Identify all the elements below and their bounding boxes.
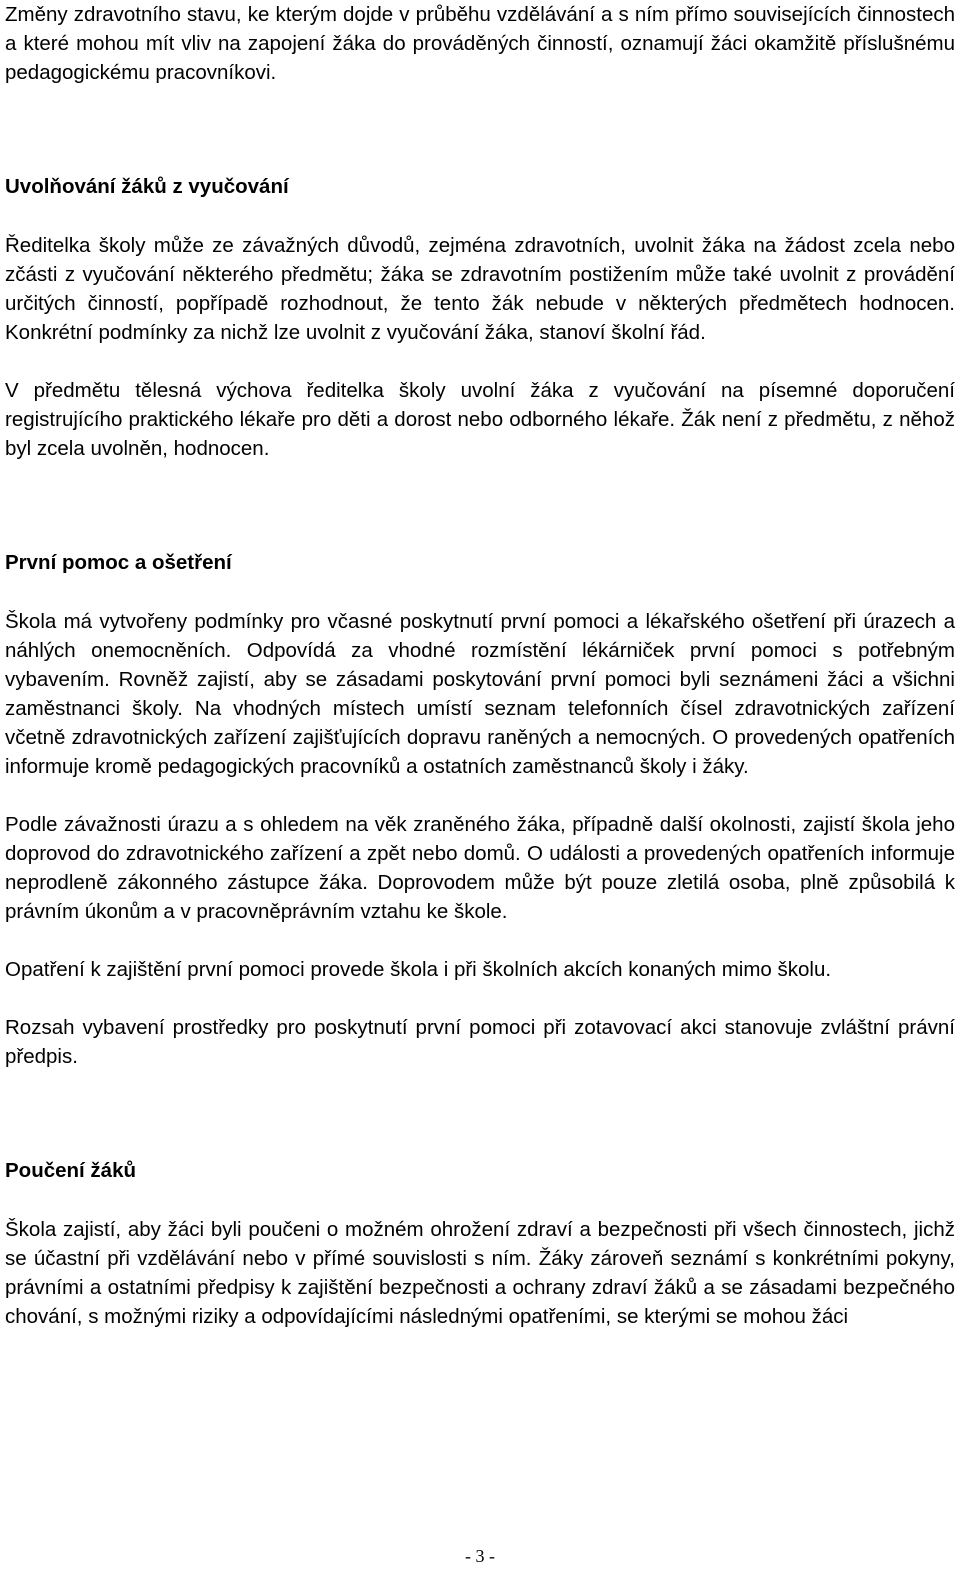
section-heading-prvni-pomoc: První pomoc a ošetření bbox=[5, 551, 232, 574]
section-paragraph: Opatření k zajištění první pomoci provede škola i při školních akcích konaných mimo školu. bbox=[5, 958, 832, 981]
section-paragraph: Rozsah vybavení prostředky pro poskytnutí první pomoci při zotavovací akci stanovuje zvláštní právní předpis. bbox=[5, 1016, 955, 1068]
section-paragraph: Škola zajistí, aby žáci byli poučeni o možném ohrožení zdraví a bezpečnosti při všech činnostech, jichž se účastní při vzdělávání nebo v přímé souvislosti s ním. Žáky zároveň seznámí s konkrétními pokyny, právními a ostatními předpisy k zajištění bezpečnosti a ochrany zdraví žáků a se zásadami bezpečného chování, s možnými riziky a odpovídajícími následnými opatřeními, se kterými se mohou žáci bbox=[5, 1218, 955, 1328]
intro-paragraph: Změny zdravotního stavu, ke kterým dojde v průběhu vzdělávání a s ním přímo souvisejících činnostech a které mohou mít vliv na zapojení žáka do prováděných činností, oznamují žáci okamžitě příslušnému pedagogickému pracovníkovi. bbox=[5, 3, 955, 84]
section-paragraph: Ředitelka školy může ze závažných důvodů, zejména zdravotních, uvolnit žáka na žádost zcela nebo zčásti z vyučování některého předmětu; žáka se zdravotním postižením může také uvolnit z provádění určitých činností, popřípadě rozhodnout, že tento žák nebude v některých předmětech hodnocen. Konkrétní podmínky za nichž lze uvolnit z vyučování žáka, stanoví školní řád. bbox=[5, 234, 955, 344]
section-heading-uvolnovani: Uvolňování žáků z vyučování bbox=[5, 175, 289, 198]
section-heading-pouceni: Poučení žáků bbox=[5, 1159, 137, 1182]
document-page bbox=[5, 0, 955, 1331]
page-number: - 3 - bbox=[465, 1546, 495, 1566]
section-paragraph: V předmětu tělesná výchova ředitelka školy uvolní žáka z vyučování na písemné doporučení registrujícího praktického lékaře pro děti a dorost nebo odborného lékaře. Žák není z předmětu, z něhož byl zcela uvolněn, hodnocen. bbox=[5, 379, 955, 460]
section-paragraph: Škola má vytvořeny podmínky pro včasné poskytnutí první pomoci a lékařského ošetření při úrazech a náhlých onemocněních. Odpovídá za vhodné rozmístění lékárniček první pomoci s potřebným vybavením. Rovněž zajistí, aby se zásadami poskytování první pomoci byli seznámeni žáci a všichni zaměstnanci školy. Na vhodných místech umístí seznam telefonních čísel zdravotnických zařízení včetně zdravotnických zařízení zajišťujících dopravu raněných a nemocných. O provedených opatřeních informuje kromě pedagogických pracovníků a ostatních zaměstnanců školy i žáky. bbox=[5, 610, 955, 778]
section-paragraph: Podle závažnosti úrazu a s ohledem na věk zraněného žáka, případně další okolnosti, zajistí škola jeho doprovod do zdravotnického zařízení a zpět nebo domů. O události a provedených opatřeních informuje neprodleně zákonného zástupce žáka. Doprovodem může být pouze zletilá osoba, plně způsobilá k právním úkonům a v pracovněprávním vztahu ke škole. bbox=[5, 813, 955, 923]
